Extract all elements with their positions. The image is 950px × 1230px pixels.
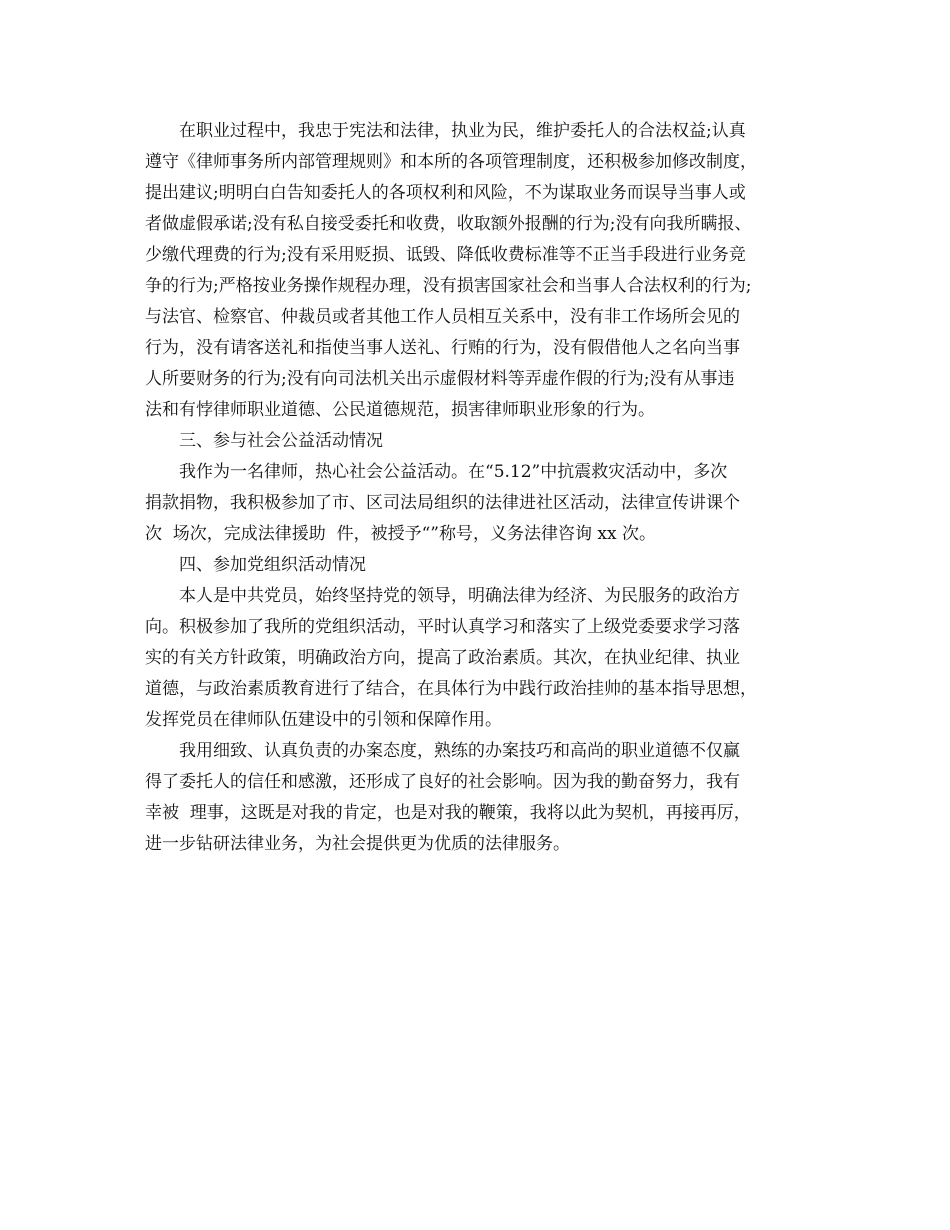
document-line: 少缴代理费的行为;没有采用贬损、诋毁、降低收费标准等不正当手段进行业务竞 bbox=[145, 245, 746, 265]
document-line: 得了委托人的信任和感激，还形成了良好的社会影响。因为我的勤奋努力，我有 bbox=[145, 772, 740, 792]
document-line: 提出建议;明明白白告知委托人的各项权利和风险，不为谋取业务而误导当事人或 bbox=[145, 183, 746, 203]
document-line: 进一步钻研法律业务，为社会提供更为优质的法律服务。 bbox=[145, 834, 570, 854]
document-line: 我用细致、认真负责的办案态度，熟练的办案技巧和高尚的职业道德不仅赢 bbox=[179, 741, 740, 761]
document-line: 四、参加党组织活动情况 bbox=[179, 555, 366, 575]
document-line: 幸被 理事，这既是对我的肯定，也是对我的鞭策，我将以此为契机，再接再厉， bbox=[145, 803, 751, 823]
document-line: 三、参与社会公益活动情况 bbox=[179, 431, 383, 451]
document-body bbox=[145, 116, 817, 860]
document-line: 发挥党员在律师队伍建设中的引领和保障作用。 bbox=[145, 710, 502, 730]
document-line: 人所要财务的行为;没有向司法机关出示虚假材料等弄虚作假的行为;没有从事违 bbox=[145, 369, 735, 389]
document-line: 遵守《律师事务所内部管理规则》和本所的各项管理制度，还积极参加修改制度， bbox=[145, 152, 757, 172]
document-line: 与法官、检察官、仲裁员或者其他工作人员相互关系中，没有非工作场所会见的 bbox=[145, 307, 740, 327]
document-line: 在职业过程中，我忠于宪法和法律，执业为民，维护委托人的合法权益;认真 bbox=[179, 121, 746, 141]
document-line: 向。积极参加了我所的党组织活动，平时认真学习和落实了上级党委要求学习落 bbox=[145, 617, 740, 637]
document-line: 实的有关方针政策，明确政治方向，提高了政治素质。其次，在执业纪律、执业 bbox=[145, 648, 740, 668]
document-line: 我作为一名律师，热心社会公益活动。在“5.12”中抗震救灾活动中，多次 bbox=[179, 462, 728, 482]
document-line: 捐款捐物，我积极参加了市、区司法局组织的法律进社区活动，法律宣传讲课个 bbox=[145, 493, 740, 513]
document-line: 争的行为;严格按业务操作规程办理，没有损害国家社会和当事人合法权利的行为; bbox=[145, 276, 752, 296]
document-line: 行为，没有请客送礼和指使当事人送礼、行贿的行为，没有假借他人之名向当事 bbox=[145, 338, 740, 358]
document-line: 法和有悖律师职业道德、公民道德规范，损害律师职业形象的行为。 bbox=[145, 400, 655, 420]
document-line: 本人是中共党员，始终坚持党的领导，明确法律为经济、为民服务的政治方 bbox=[179, 586, 740, 606]
document-line: 道德，与政治素质教育进行了结合，在具体行为中践行政治挂帅的基本指导思想， bbox=[145, 679, 757, 699]
document-line: 者做虚假承诺;没有私自接受委托和收费，收取额外报酬的行为;没有向我所瞒报、 bbox=[145, 214, 752, 234]
document-line: 次 场次，完成法律援助 件，被授予“”称号，义务法律咨询 xx 次。 bbox=[145, 524, 656, 544]
